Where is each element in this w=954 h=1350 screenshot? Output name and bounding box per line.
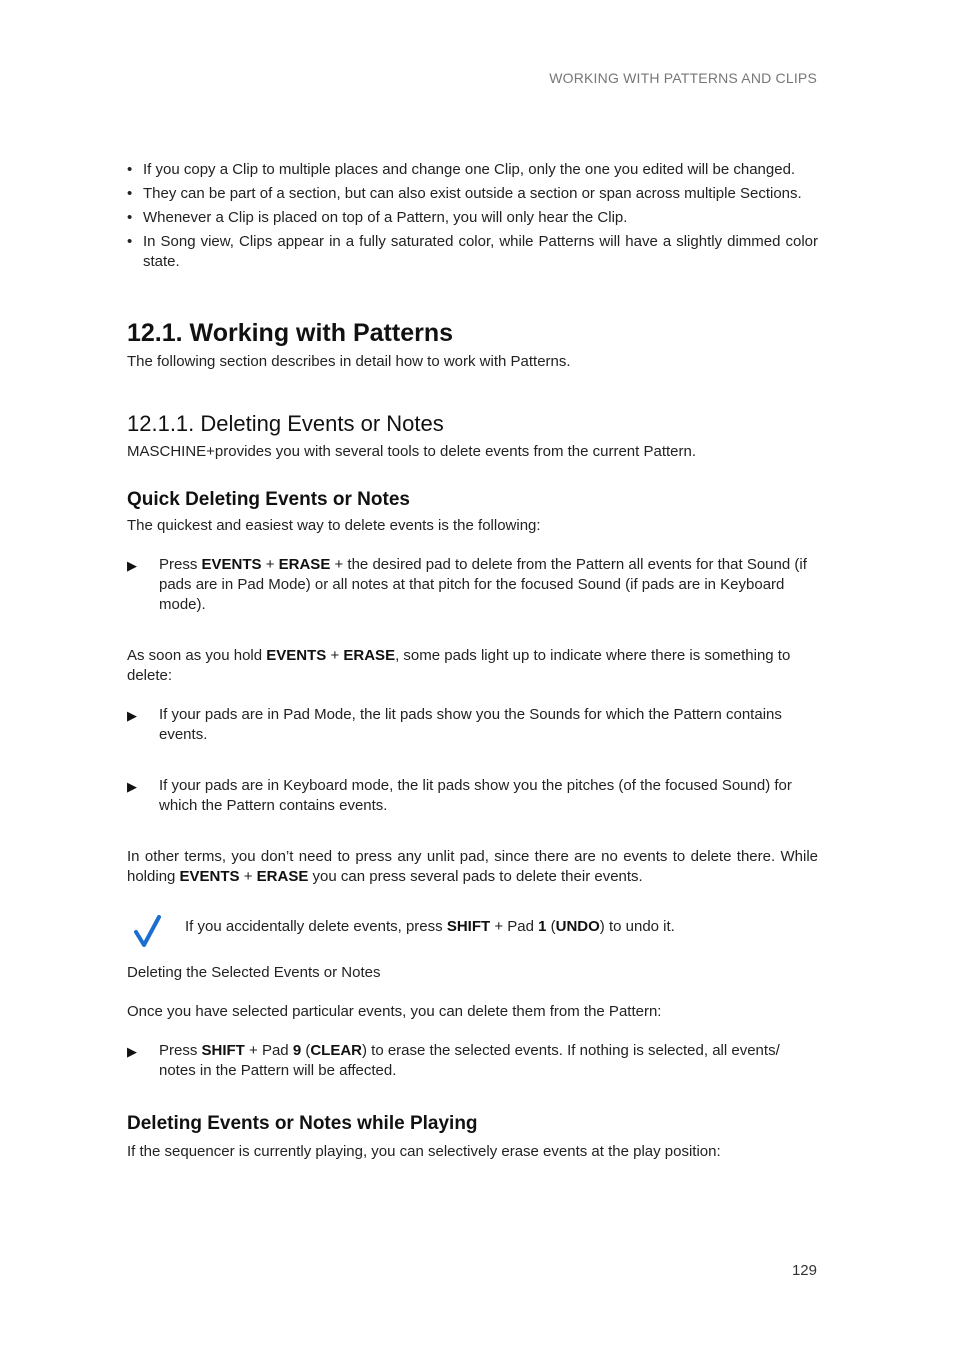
play-arrow-icon: ▶ (127, 558, 137, 573)
bullet-dot-icon: • (127, 209, 133, 226)
bullet-dot-icon: • (127, 233, 133, 250)
page-number: 129 (791, 1262, 817, 1279)
bullet-dot-icon: • (127, 185, 133, 202)
step-pad-mode: ▶ If your pads are in Pad Mode, the lit pads show you the Sounds for which the Pattern contains events. (127, 706, 782, 743)
while-playing-title: Deleting Events or Notes while Playing (127, 1113, 478, 1134)
while-playing-intro: If the sequencer is currently playing, you can selectively erase events at the play position: (127, 1143, 721, 1160)
selected-events-heading: Deleting the Selected Events or Notes (127, 964, 381, 981)
checkmark-icon (133, 915, 161, 955)
step-events-erase: ▶ Press EVENTS + ERASE + the desired pad to delete from the Pattern all events for that Sound (if pads are in Pad Mode) or all notes at that pitch for the focused Sound (if pads are in Keyboard mode). (127, 556, 807, 613)
quick-delete-title: Quick Deleting Events or Notes (127, 489, 410, 510)
subsection-intro: MASCHINE+provides you with several tools to delete events from the current Pattern. (127, 443, 697, 460)
play-arrow-icon: ▶ (127, 708, 137, 723)
quick-delete-intro: The quickest and easiest way to delete events is the following: (127, 517, 541, 534)
list-item: • Whenever a Clip is placed on top of a Pattern, you will only hear the Clip. (127, 209, 628, 226)
bullet-dot-icon: • (127, 161, 133, 178)
undo-note: If you accidentally delete events, press SHIFT + Pad 1 (UNDO) to undo it. (127, 917, 818, 947)
list-item: • If you copy a Clip to multiple places and change one Clip, only the one you edited will be changed. (127, 161, 796, 178)
subsection-title: 12.1.1. Deleting Events or Notes (127, 411, 444, 436)
step-shift-clear: ▶ Press SHIFT + Pad 9 (CLEAR) to erase the selected events. If nothing is selected, all events/ notes in the Pattern will be affected. (127, 1042, 780, 1079)
play-arrow-icon: ▶ (127, 779, 137, 794)
section-intro: The following section describes in detail how to work with Patterns. (127, 353, 571, 370)
section-title: 12.1. Working with Patterns (127, 319, 454, 347)
running-header: WORKING WITH PATTERNS AND CLIPS (549, 70, 817, 86)
play-arrow-icon: ▶ (127, 1044, 137, 1059)
step-keyboard-mode: ▶ If your pads are in Keyboard mode, the lit pads show you the pitches (of the focused Sound) for which the Pattern contains events. (127, 777, 792, 814)
hold-events-paragraph: As soon as you hold EVENTS + ERASE, some pads light up to indicate where there is something to delete: (127, 647, 791, 684)
other-terms-paragraph: In other terms, you don’t need to press any unlit pad, since there are no events to delete there. While holding EVENTS + ERASE you can press several pads to delete their events. (127, 848, 818, 885)
list-item: • In Song view, Clips appear in a fully saturated color, while Patterns will have a slightly dimmed color state. (127, 233, 818, 270)
selected-events-intro: Once you have selected particular events, you can delete them from the Pattern: (127, 1003, 662, 1020)
list-item: • They can be part of a section, but can also exist outside a section or span across multiple Sections. (127, 185, 802, 202)
page-content (127, 160, 818, 1162)
intro-bullet-list (127, 160, 818, 272)
